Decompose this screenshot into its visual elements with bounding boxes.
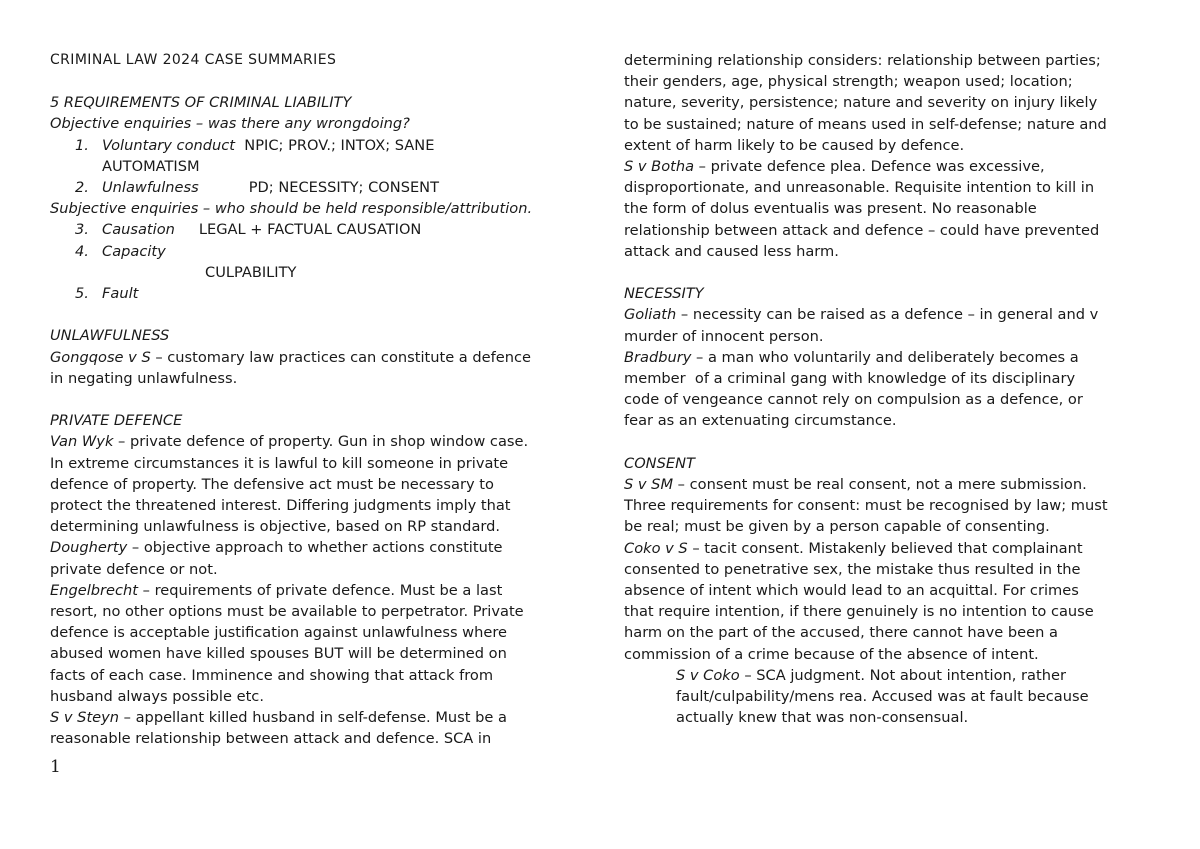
case-name: Dougherty [50,539,128,557]
case-name: Goliath [624,306,677,324]
section-heading-necessity: NECESSITY [624,285,704,303]
case-s-v-sm: S v SM – consent must be real consent, not a mere submission. Three requirements for consent: must be recognised by law; must be real; must be given by a person capable of consenting. [624,476,1108,536]
case-steyn-continued: determining relationship considers: relationship between parties; their genders, age, physical strength; weapon used; location; nature, severity, persistence; nature and severity on injury likely to be sustained; nature of means used in self-defense; nature and extent of harm likely to be caused by defence. [624,52,1107,154]
requirement-item: 3. Causation LEGAL + FACTUAL CAUSATION [75,221,422,239]
requirement-item: 5. Fault [75,285,139,303]
left-column [50,50,590,749]
requirement-item: 2. Unlawfulness PD; NECESSITY; CONSENT [75,179,440,197]
document-title: CRIMINAL LAW 2024 CASE SUMMARIES [50,52,337,68]
section-heading-consent: CONSENT [624,454,695,472]
case-name: S v Botha [624,158,695,176]
case-name: Coko v S [624,539,688,557]
case-name: Gongqose v S [50,348,151,366]
requirement-tags: PD; NECESSITY; CONSENT [248,179,440,197]
requirement-label: Capacity [102,242,166,260]
requirement-label: Fault [102,285,139,303]
case-bradbury: Bradbury – a man who voluntarily and deliberately becomes a member of a criminal gang with knowledge of its disciplinary code of vengeance cannot rely on compulsion as a defence, or fear as an extenuating circumstance. [624,348,1083,430]
case-name: S v SM [624,476,674,494]
case-name: Engelbrecht [50,581,139,599]
case-name: Bradbury [624,348,692,366]
case-botha: S v Botha – private defence plea. Defence was excessive, disproportionate, and unreasonable. Requisite intention to kill in the form of dolus eventualis was present. No reasonable relationship between attack and defence – could have prevented attack and caused less harm. [624,158,1100,260]
case-gongqose: Gongqose v S – customary law practices can constitute a defence in negating unlawfulness. [50,348,532,387]
requirement-label: Unlawfulness [102,179,199,197]
case-name: S v Coko [676,666,740,684]
case-s-v-coko: S v Coko – SCA judgment. Not about intention, rather fault/culpability/mens rea. Accused was at fault because actually knew that was non-consensual. [676,666,1089,727]
subjective-enquiries: Subjective enquiries – who should be held responsible/attribution. [50,200,533,218]
requirement-tags-continued: AUTOMATISM [102,157,200,175]
case-goliath: Goliath – necessity can be raised as a defence – in general and v murder of innocent person. [624,306,1099,345]
case-name: Van Wyk [50,433,114,451]
case-name: S v Steyn [50,709,120,727]
requirement-tags: NPIC; PROV.; INTOX; SANE [244,136,435,154]
case-dougherty: Dougherty – objective approach to whether actions constitute private defence or not. [50,539,503,578]
case-steyn: S v Steyn – appellant killed husband in self-defense. Must be a reasonable relationship between attack and defence. SCA in [50,709,507,748]
objective-enquiries: Objective enquiries – was there any wrongdoing? [50,115,410,133]
case-engelbrecht: Engelbrecht – requirements of private defence. Must be a last resort, no other options must be available to perpetrator. Private defence is acceptable justification against unlawfulness where abused women have killed spouses BUT will be determined on facts of each case. Imminence and showing that attack from husband always possible etc. [50,581,524,705]
right-column [624,50,1164,728]
requirements-heading: 5 REQUIREMENTS OF CRIMINAL LIABILITY [50,94,352,112]
culpability-label: CULPABILITY [205,263,297,281]
section-heading-private-defence: PRIVATE DEFENCE [50,412,183,430]
requirement-item: 4. Capacity [75,242,166,260]
section-heading-unlawfulness: UNLAWFULNESS [50,327,170,345]
case-coko-v-s: Coko v S – tacit consent. Mistakenly believed that complainant consented to penetrative sex, the mistake thus resulted in the absence of intent which would lead to an acquittal. For crimes that require intention, if there genuinely is no intention to cause harm on the part of the accused, there cannot have been a commission of a crime because of the absence of intent. [624,539,1094,663]
page-number: 1 [50,757,61,777]
requirement-label: Causation [102,221,175,239]
requirement-tags: LEGAL + FACTUAL CAUSATION [198,221,422,239]
requirement-label: Voluntary conduct [102,136,236,154]
case-van-wyk: Van Wyk – private defence of property. Gun in shop window case. In extreme circumstances it is lawful to kill someone in private defence of property. The defensive act must be necessary to protect the threatened interest. Differing judgments imply that determining unlawfulness is objective, based on RP standard. [50,433,529,536]
requirement-item: 1. Voluntary conduct NPIC; PROV.; INTOX; SANE [75,136,435,154]
